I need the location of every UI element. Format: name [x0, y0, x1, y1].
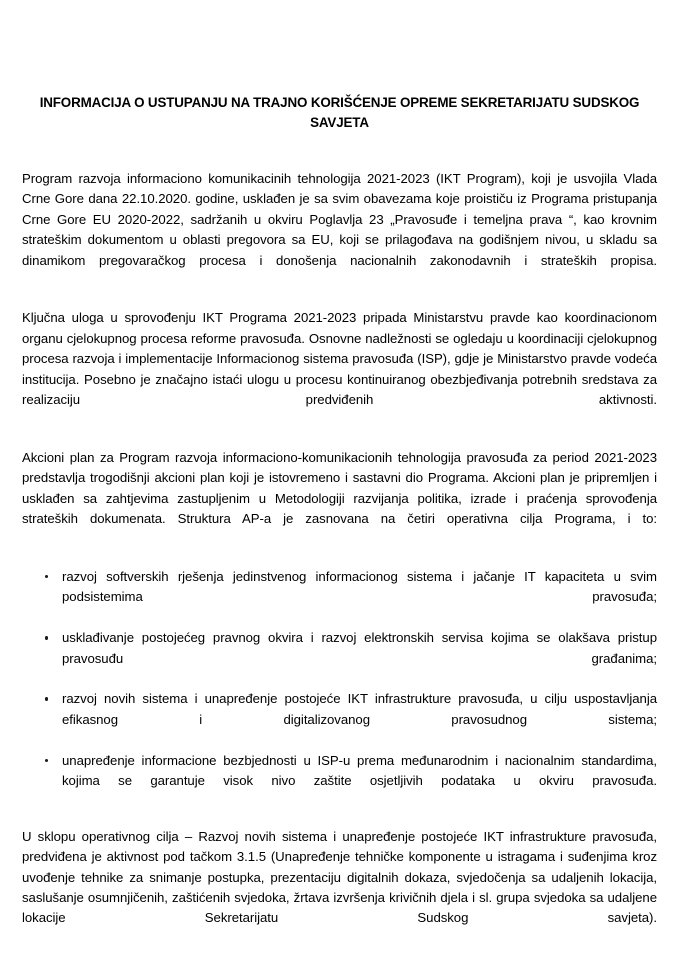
list-item — [22, 689, 657, 750]
list-item-label: razvoj softverskih rješenja jedinstvenog informacionog sistema i jačanje IT kapaciteta u svim podsistemima pravosuđa; — [62, 568, 657, 605]
paragraph-2: Ključna uloga u sprovođenju IKT Programa 2021-2023 pripada Ministarstvu pravde kao koordinacionom organu cjelokupnog procesa reforme pravosuđa. Osnovne nadležnosti se ogledaju u koordinaciji cjelokupnog procesa razvoja i implementacije Informacionog sistema pravosuđa (ISP), gdje je Ministarstvo pravde vodeća institucija. Posebno je značajno istaći ulogu u procesu kontinuiranog obezbjeđivanja potrebnih sredstava za realizaciju predviđenih aktivnosti. — [22, 310, 657, 408]
list-item — [22, 751, 657, 812]
paragraph-1: Program razvoja informaciono komunikacinih tehnologija 2021-2023 (IKT Program), koji je usvojila Vlada Crne Gore dana 22.10.2020. godine, usklađen je sa svim obavezama koje proističu iz Programa pristupanja Crne Gore EU 2020-2022, sadržanih u okviru Poglavlja 23 „Pravosuđe i temeljna prava “, kao krovnim strateškim dokumentom u oblasti pregovora sa EU, koji se prilagođava na godišnjem nivou, u skladu sa dinamikom pregovaračkog procesa i donošenja nacionalnih zakonodavnih i strateških propisa. — [22, 171, 657, 268]
bullet-icon — [45, 759, 48, 762]
list-item-label: usklađivanje postojećeg pravnog okvira i razvoj elektronskih servisa kojima se olakšava pristup pravosuđu građanima; — [62, 630, 657, 666]
operational-goals-list — [22, 567, 657, 812]
list-item-label: unapređenje informacione bezbjednosti u ISP-u prema međunarodnim i nacionalnim standardima, kojima se garantuje visok nivo zaštite osjetljivih podataka u okviru pravosuđa. — [62, 752, 657, 788]
list-item-label: razvoj novih sistema i unapređenje postojeće IKT infrastrukture pravosuđa, u cilju uspostavljanja efikasnog i digitalizovanog pravosudnog sistema; — [62, 691, 657, 727]
bullet-icon — [45, 697, 48, 700]
paragraph-4: U sklopu operativnog cilja – Razvoj novih sistema i unapređenje postojeće IKT infrastrukture pravosuđa, predviđena je aktivnost pod tačkom 3.1.5 (Unapređenje tehničke komponente u istragama i suđenjima kroz uvođenje tehnike za snimanje postupka, prezentaciju digitalnih dokaza, svjedočenja sa udaljenih lokacija, saslušanje osumnjičenih, zaštićenih svjedoka, žrtava izvršenja krivičnih djela i sl. grupa svjedoka sa udaljene lokacije Sekretarijatu Sudskog savjeta). — [22, 828, 657, 926]
list-item — [22, 628, 657, 689]
paragraph-3: Akcioni plan za Program razvoja informaciono-komunikacionih tehnologija pravosuđa za period 2021-2023 predstavlja trogodišnji akcioni plan koji je istovremeno i sastavni dio Programa. Akcioni plan je pripremljen i usklađen sa zahtjevima zastupljenim u Metodologiji razvijanja politika, izrade i praćenja sprovođenja strateških dokumenata. Struktura AP-a je zasnovana na četiri operativna cilja Programa, i to: — [22, 449, 657, 527]
bullet-icon — [45, 636, 48, 639]
list-item — [22, 567, 657, 628]
page-title: INFORMACIJA O USTUPANJU NA TRAJNO KORIŠĆENJE OPREME SEKRETARIJATU SUDSKOG SAVJETA — [39, 94, 640, 130]
document-body — [22, 169, 657, 949]
bullet-icon — [45, 575, 48, 578]
